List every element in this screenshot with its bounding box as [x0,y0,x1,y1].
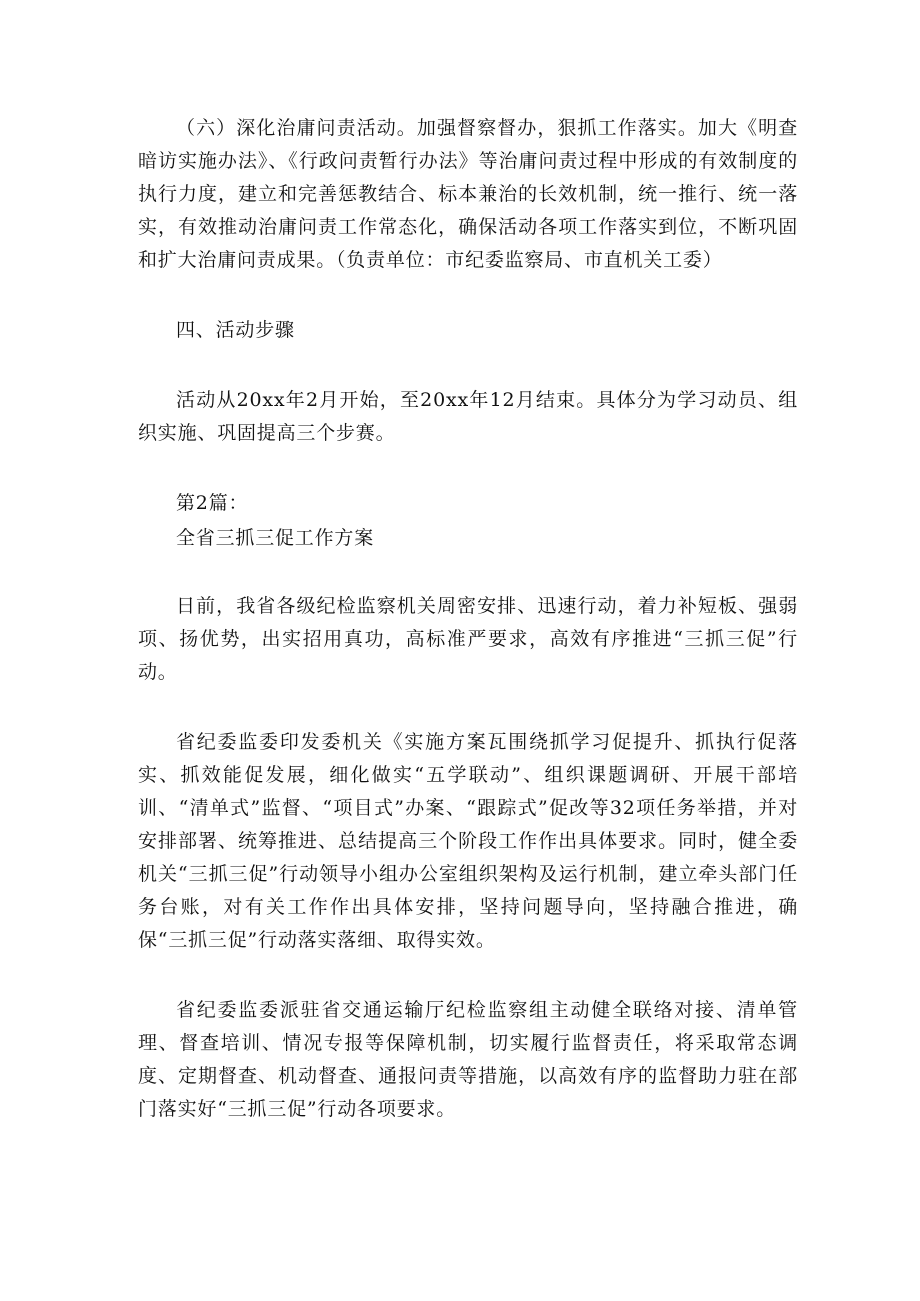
document-body [138,112,798,1126]
paragraph-spacer [138,277,798,314]
paragraph-deepen-accountability: （六）深化治庸问责活动。加强督察督办，狠抓工作落实。加大《明查暗访实施办法》、《行政问责暂行办法》等治庸问责过程中形成的有效制度的执行力度，建立和完善惩教结合、标本兼治的长效机制，统一推行、统一落实，有效推动治庸问责工作常态化，确保活动各项工作落实到位，不断巩固和扩大治庸问责成果。（负责单位：市纪委监察局、市直机关工委） [138,117,798,271]
paragraph-supervision-team: 省纪委监委派驻省交通运输厅纪检监察组主动健全联络对接、清单管理、督查培训、情况专报等保障机制，切实履行监督责任，将采取常态调度、定期督查、机动督查、通报问责等措施，以高效有序的监督助力驻在部门落实好“三抓三促”行动各项要求。 [138,999,798,1120]
paragraph-implementation-plan: 省纪委监委印发委机关《实施方案瓦围绕抓学习促提升、抓执行促落实、抓效能促发展，细化做实“五学联动”、组织课题调研、开展干部培训、“清单式”监督、“项目式”办案、“跟踪式”促改等32项任务举措，并对安排部署、统筹推进、总结提高三个阶段工作作出具体要求。同时，健全委机关“三抓三促”行动领导小组办公室组织架构及运行机制，建立牵头部门任务台账，对有关工作作出具体安排，坚持问题导向，坚持融合推进，确保“三抓三促”行动落实落细、取得实效。 [138,731,798,951]
article-label: 第2篇： [176,492,249,514]
paragraph-spacer [138,555,798,590]
paragraph-recent-actions: 日前，我省各级纪检监察机关周密安排、迅速行动，着力补短板、强弱项、扬优势，出实招用真功，高标准严要求，高效有序推进“三抓三促”行动。 [138,595,798,683]
paragraph-spacer [138,347,798,384]
section-heading-activity-steps: 四、活动步骤 [176,319,295,341]
article-title: 全省三抓三促工作方案 [176,527,375,549]
paragraph-spacer [138,957,798,994]
paragraph-spacer [138,689,798,726]
paragraph-spacer [138,450,798,487]
paragraph-activity-schedule: 活动从20xx年2月开始，至20xx年12月结束。具体分为学习动员、组织实施、巩固提高三个步赛。 [138,389,798,444]
